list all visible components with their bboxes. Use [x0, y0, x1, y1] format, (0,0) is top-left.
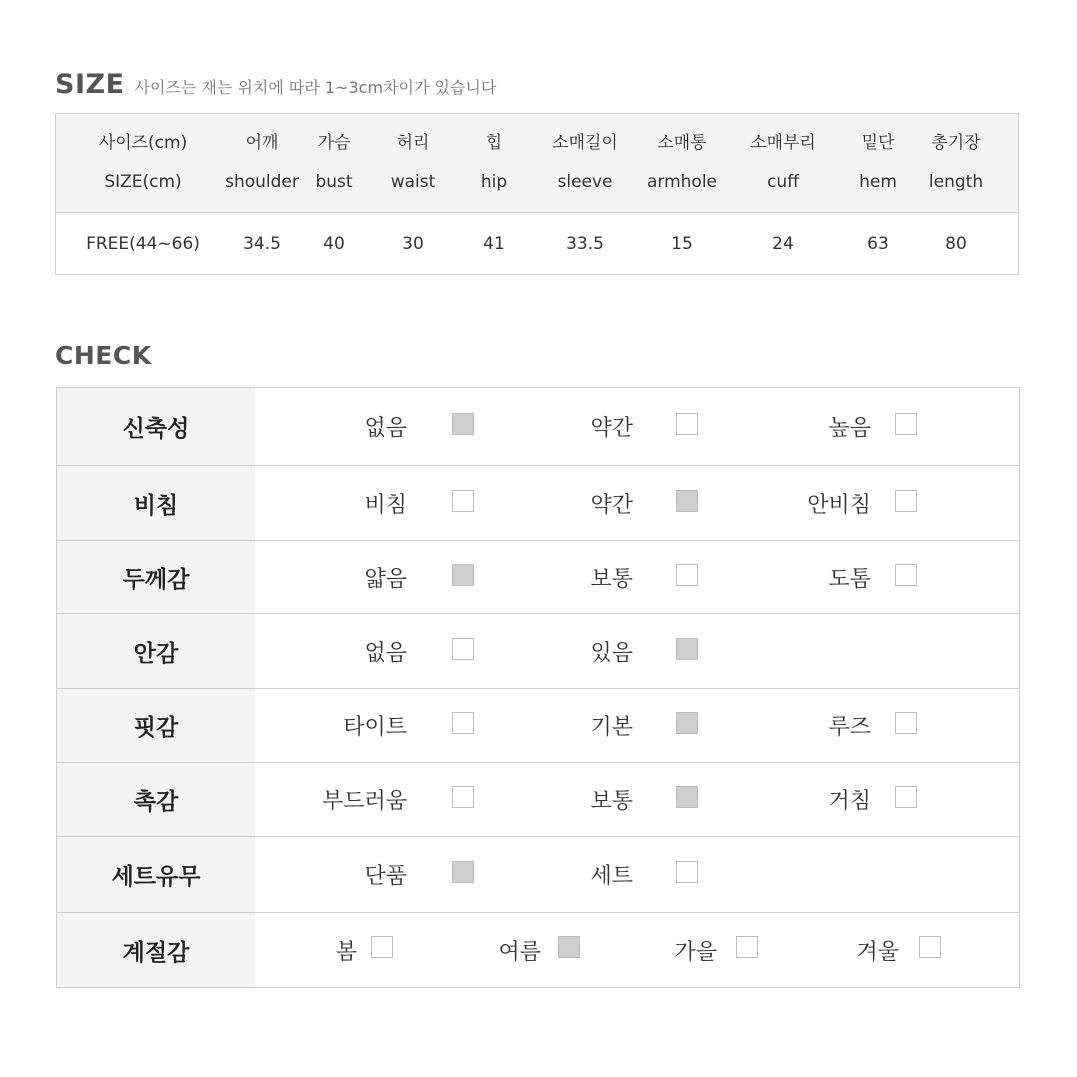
check-option-label: 있음: [590, 640, 633, 666]
size-table-header: [56, 114, 1018, 213]
size-column-label-ko: 어깨: [245, 133, 279, 153]
check-option: [247, 388, 407, 465]
checkbox-unchecked: [452, 490, 474, 512]
size-title: SIZE: [55, 69, 125, 100]
checkbox-unchecked: [452, 786, 474, 808]
size-column-label-en: hem: [859, 172, 897, 192]
check-option: [381, 913, 541, 987]
size-cell: 24: [772, 234, 794, 254]
check-option: [247, 614, 407, 688]
check-option: [711, 541, 871, 613]
check-option: [473, 837, 633, 912]
check-option-label: 봄: [335, 939, 357, 965]
check-option: [711, 388, 871, 465]
check-option: [711, 763, 871, 836]
check-row: [57, 763, 1019, 837]
size-cell: 41: [483, 234, 505, 254]
checkbox-unchecked: [676, 861, 698, 883]
size-column-label-en: waist: [390, 172, 436, 192]
check-option-label: 비침: [364, 492, 407, 518]
size-column-label-en: length: [928, 172, 984, 192]
check-option: [739, 913, 899, 987]
checkbox-checked: [452, 413, 474, 435]
check-option: [247, 466, 407, 540]
checkbox-unchecked: [676, 564, 698, 586]
size-column-label-en: armhole: [646, 172, 718, 192]
size-cell: 40: [323, 234, 345, 254]
check-option-label: 얇음: [364, 566, 407, 592]
size-cell: 34.5: [243, 234, 281, 254]
check-option: [473, 614, 633, 688]
checkbox-checked: [676, 712, 698, 734]
checkbox-unchecked: [919, 936, 941, 958]
check-row-label: 두께감: [57, 541, 255, 613]
check-row: [57, 614, 1019, 689]
check-option: [247, 689, 407, 762]
size-column-label-en: sleeve: [557, 172, 613, 192]
size-table: [55, 113, 1019, 275]
check-option: [197, 913, 357, 987]
check-option: [711, 689, 871, 762]
size-cell: 33.5: [566, 234, 604, 254]
size-note: 사이즈는 재는 위치에 따라 1~3cm차이가 있습니다: [134, 78, 497, 97]
check-option-label: 보통: [590, 789, 633, 814]
checkbox-unchecked: [895, 786, 917, 808]
check-option: [473, 689, 633, 762]
size-heading: [55, 64, 496, 100]
size-table-row: [56, 213, 1018, 275]
size-column-label-en: cuff: [767, 172, 799, 192]
size-cell: 63: [867, 234, 889, 254]
checkbox-unchecked: [676, 413, 698, 435]
checkbox-checked: [676, 638, 698, 660]
size-cell: 30: [402, 234, 424, 254]
check-row-label: 세트유무: [57, 837, 255, 912]
check-row-label: 계절감: [57, 913, 255, 987]
check-row-label: 핏감: [57, 689, 255, 762]
check-option-label: 가을: [674, 939, 717, 965]
size-column-label-en: hip: [480, 172, 508, 192]
check-option-label: 도톰: [828, 566, 871, 592]
checkbox-unchecked: [895, 564, 917, 586]
check-option: [247, 541, 407, 613]
check-option-label: 안비침: [807, 492, 871, 518]
checkbox-unchecked: [452, 712, 474, 734]
size-column-header: [83, 114, 203, 212]
check-row-label: 촉감: [57, 763, 255, 836]
check-option: [473, 388, 633, 465]
check-option-label: 기본: [590, 715, 633, 740]
check-option: [711, 466, 871, 540]
check-option: [557, 913, 717, 987]
check-option-label: 타이트: [343, 715, 407, 740]
size-cell: 15: [671, 234, 693, 254]
checkbox-unchecked: [895, 413, 917, 435]
check-option-label: 높음: [828, 416, 871, 441]
size-column-label-ko: 소매통: [657, 133, 707, 153]
check-row-label: 비침: [57, 466, 255, 540]
size-column-label-ko: 밑단: [861, 133, 895, 153]
size-column-label-ko: 소매길이: [552, 133, 618, 153]
check-option-label: 세트: [590, 864, 633, 889]
check-option-label: 겨울: [856, 939, 899, 965]
checkbox-unchecked: [895, 490, 917, 512]
check-option: [473, 541, 633, 613]
check-option: [473, 466, 633, 540]
check-option-label: 부드러움: [321, 789, 407, 814]
size-column-label-ko: 소매부리: [750, 133, 816, 153]
size-column-label-en: shoulder: [225, 172, 299, 192]
check-row: [57, 689, 1019, 763]
check-option-label: 보통: [590, 566, 633, 592]
check-row: [57, 466, 1019, 541]
size-column-label-ko: 힙: [485, 133, 503, 153]
checkbox-checked: [676, 786, 698, 808]
size-cell: 80: [945, 234, 967, 254]
check-option-label: 약간: [590, 492, 633, 518]
checkbox-unchecked: [452, 638, 474, 660]
size-column-label-ko: 허리: [396, 133, 430, 153]
size-cell: FREE(44~66): [86, 234, 200, 254]
check-option: [247, 837, 407, 912]
check-option-label: 없음: [364, 416, 407, 441]
size-column-header: [896, 114, 1016, 212]
check-option-label: 약간: [590, 416, 633, 441]
check-row-label: 안감: [57, 614, 255, 688]
size-column-label-ko: 총기장: [931, 133, 981, 153]
checkbox-checked: [676, 490, 698, 512]
check-option: [247, 763, 407, 836]
size-column-label-en: SIZE(cm): [104, 172, 182, 192]
check-option: [473, 763, 633, 836]
check-row: [57, 837, 1019, 913]
check-row: [57, 541, 1019, 614]
check-table: [56, 387, 1020, 988]
check-row-label: 신축성: [57, 388, 255, 465]
check-option-label: 루즈: [828, 715, 871, 740]
check-title: CHECK: [55, 341, 152, 370]
check-option-label: 거침: [828, 789, 871, 814]
checkbox-checked: [452, 861, 474, 883]
check-option-label: 없음: [364, 640, 407, 666]
check-row: [57, 388, 1019, 466]
size-column-label-ko: 사이즈(cm): [98, 133, 188, 153]
check-row: [57, 913, 1019, 987]
check-option-label: 여름: [498, 939, 541, 965]
check-option-label: 단품: [364, 864, 407, 889]
size-column-label-en: bust: [315, 172, 353, 192]
checkbox-unchecked: [895, 712, 917, 734]
checkbox-checked: [452, 564, 474, 586]
size-column-label-ko: 가슴: [317, 133, 351, 153]
